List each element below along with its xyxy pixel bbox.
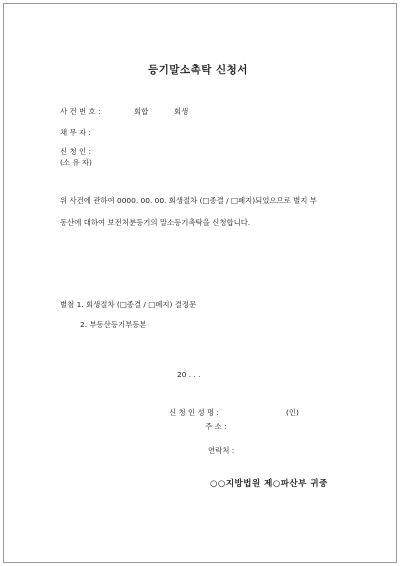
signer-name-label: 신 청 인 성 명 : <box>169 408 219 417</box>
case-year-text: 회합 <box>134 107 149 116</box>
document-title: 등기말소촉탁 신청서 <box>148 64 248 76</box>
debtor-label: 채 무 자 : <box>60 128 91 137</box>
document-page <box>3 3 397 563</box>
attachment-2: 2. 부동산등기부등본 <box>80 320 147 329</box>
date-line: 20 . . . <box>177 370 201 379</box>
attachment-1: 별첨 1. 회생절차 (□종결 / □폐지) 결정문 <box>60 300 197 309</box>
seal-mark: (인) <box>286 408 299 417</box>
address-label: 주 소 : <box>205 422 227 431</box>
contact-label: 연락처 : <box>208 446 235 455</box>
body-line-1: 위 사건에 관하여 0000. 00. 00. 회생절차 (□종결 / □폐지)되었으므로 별지 부 <box>60 196 317 205</box>
case-type-text: 회생 <box>174 107 189 116</box>
body-line-2: 동산에 대하여 보전처분등기의 말소등기촉탁을 신청합니다. <box>60 218 251 227</box>
case-number-label: 사 건 번 호 : <box>60 107 101 116</box>
applicant-label: 신 청 인 : <box>60 147 91 156</box>
court-name: ○○지방법원 제○파산부 귀중 <box>210 479 328 489</box>
owner-label: (소 유 자) <box>60 158 92 167</box>
